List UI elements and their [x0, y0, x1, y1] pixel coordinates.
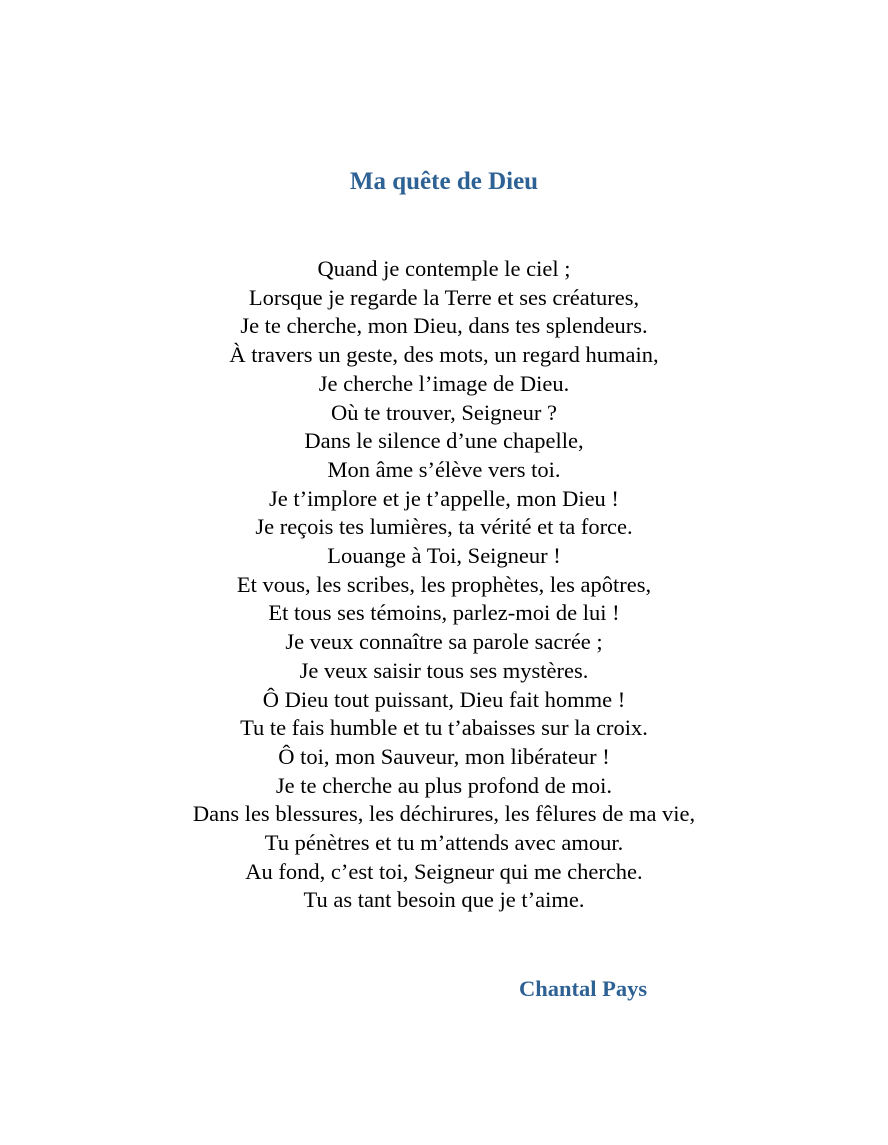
poem-line: Où te trouver, Seigneur ? — [331, 399, 557, 425]
poem-line: Et vous, les scribes, les prophètes, les apôtres, — [236, 571, 652, 597]
poem-line: Dans les blessures, les déchirures, les fêlures de ma vie, — [192, 801, 696, 827]
poem-line: Au fond, c’est toi, Seigneur qui me cherche. — [245, 858, 643, 884]
poem-title: Ma quête de Dieu — [349, 168, 539, 195]
poem-line: Quand je contemple le ciel ; — [317, 256, 571, 281]
poem-line: Ô Dieu tout puissant, Dieu fait homme ! — [262, 686, 626, 712]
poem-body — [0, 255, 888, 915]
poem-author: Chantal Pays — [519, 976, 648, 1001]
poem-line: Je te cherche au plus profond de moi. — [275, 772, 613, 798]
poem-line: Je veux connaître sa parole sacrée ; — [285, 629, 603, 655]
poem-line: Louange à Toi, Seigneur ! — [327, 543, 561, 569]
poem-line: À travers un geste, des mots, un regard humain, — [229, 342, 659, 368]
poem-line: Je cherche l’image de Dieu. — [318, 370, 570, 396]
poem-line: Je reçois tes lumières, ta vérité et ta force. — [255, 514, 633, 540]
poem-line: Tu te fais humble et tu t’abaisses sur la croix. — [240, 715, 648, 741]
poem-line: Je t’implore et je t’appelle, mon Dieu ! — [269, 485, 619, 511]
poem-line: Dans le silence d’une chapelle, — [304, 428, 584, 454]
poem-line: Lorsque je regarde la Terre et ses créatures, — [248, 284, 640, 310]
poem-line: Je veux saisir tous ses mystères. — [299, 657, 589, 683]
poem-line: Ô toi, mon Sauveur, mon libérateur ! — [278, 743, 610, 769]
poem-line: Tu as tant besoin que je t’aime. — [303, 887, 585, 913]
poem-line: Tu pénètres et tu m’attends avec amour. — [264, 830, 624, 856]
poem-line: Je te cherche, mon Dieu, dans tes splendeurs. — [240, 313, 648, 339]
poem-line: Et tous ses témoins, parlez-moi de lui ! — [268, 600, 620, 626]
poem-line: Mon âme s’élève vers toi. — [327, 456, 561, 482]
